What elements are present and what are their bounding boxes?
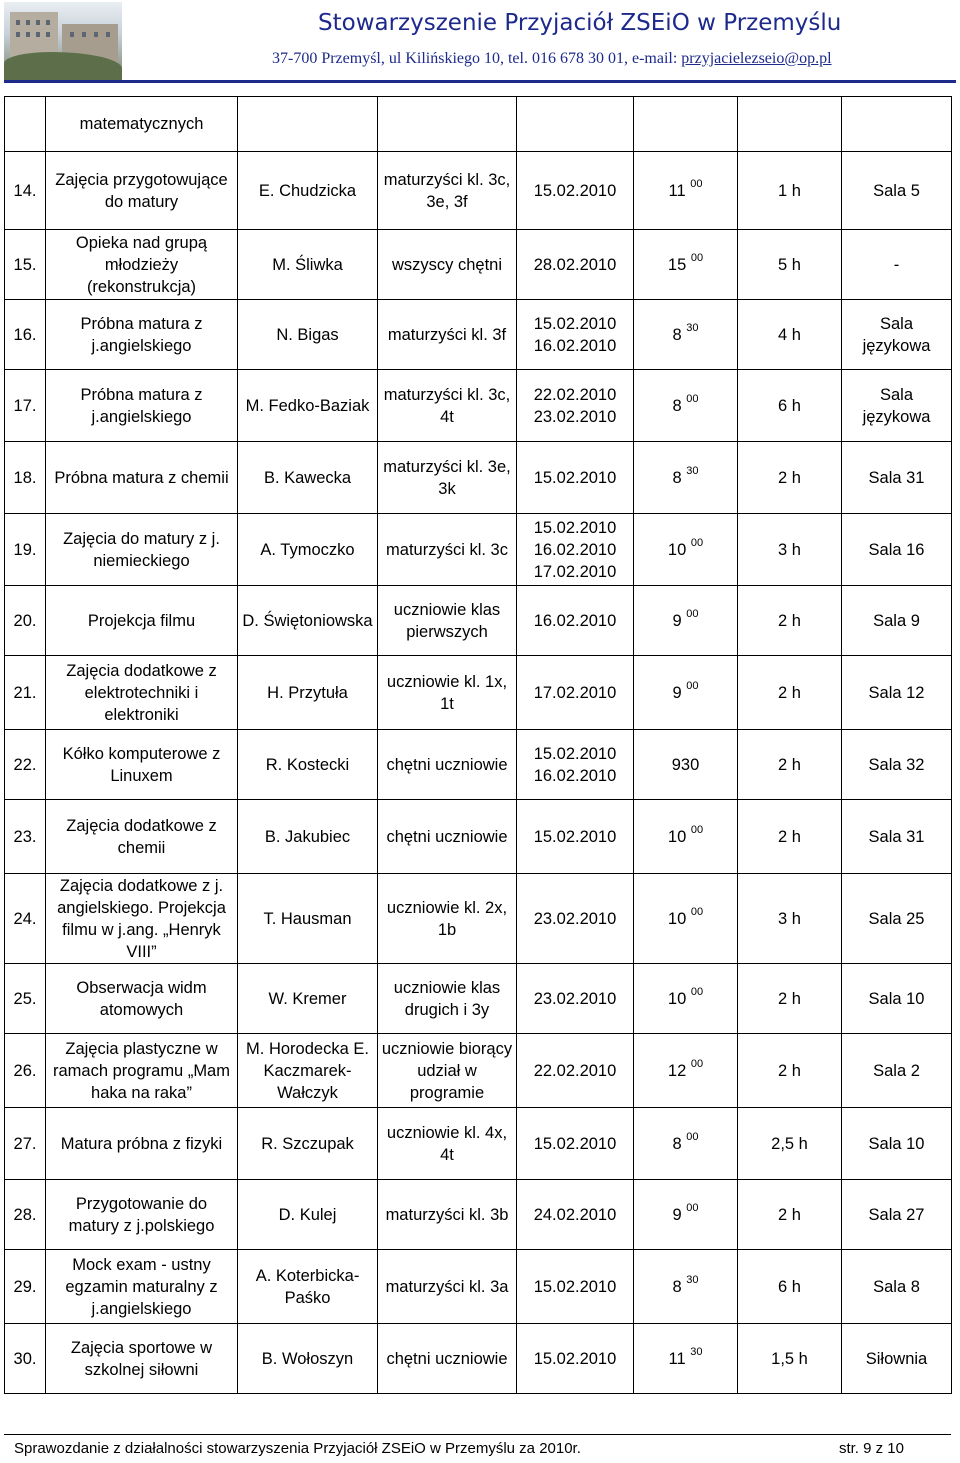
time-cell: 12 $^{00}$ — [634, 1034, 738, 1108]
subject-cell: matematycznych — [46, 97, 238, 152]
hours-cell: 5 h — [738, 230, 842, 300]
teacher-cell: R. Szczupak — [238, 1108, 378, 1180]
room-cell: Sala 16 — [842, 514, 952, 586]
room-cell: Sala 31 — [842, 800, 952, 874]
hours-cell: 6 h — [738, 1250, 842, 1324]
table-row — [5, 1180, 952, 1250]
subject-cell: Zajęcia dodatkowe z chemii — [46, 800, 238, 874]
time-cell: 15 $^{00}$ — [634, 230, 738, 300]
participants-cell: maturzyści kl. 3f — [378, 300, 517, 370]
hours-cell: 2 h — [738, 442, 842, 514]
teacher-cell: R. Kostecki — [238, 730, 378, 800]
subject-cell: Obserwacja widm atomowych — [46, 964, 238, 1034]
room-cell: Sala 2 — [842, 1034, 952, 1108]
date-cell: 22.02.2010 — [517, 1034, 634, 1108]
time-cell: 11 $^{30}$ — [634, 1324, 738, 1394]
hours-cell: 2 h — [738, 656, 842, 730]
hours-cell: 3 h — [738, 874, 842, 964]
address-text: 37-700 Przemyśl, ul Kilińskiego 10, tel. 016 678 30 01, e-mail: — [272, 50, 682, 67]
room-cell: - — [842, 230, 952, 300]
number-cell: 25. — [5, 964, 46, 1034]
subject-cell: Zajęcia plastyczne w ramach programu „Mam haka na raka” — [46, 1034, 238, 1108]
school-building-photo — [4, 2, 122, 80]
page-header — [0, 0, 960, 82]
subject-cell: Próbna matura z j.angielskiego — [46, 300, 238, 370]
time-cell: 930 — [634, 730, 738, 800]
subject-cell: Matura próbna z fizyki — [46, 1108, 238, 1180]
subject-cell: Próbna matura z chemii — [46, 442, 238, 514]
time-cell: 8 $^{30}$ — [634, 1250, 738, 1324]
participants-cell: maturzyści kl. 3a — [378, 1250, 517, 1324]
time-cell: 9 $^{00}$ — [634, 586, 738, 656]
subject-cell: Zajęcia dodatkowe z j. angielskiego. Projekcja filmu w j.ang. „Henryk VIII” — [46, 874, 238, 964]
teacher-cell: W. Kremer — [238, 964, 378, 1034]
number-cell: 14. — [5, 152, 46, 230]
table-row — [5, 1034, 952, 1108]
subject-cell: Zajęcia sportowe w szkolnej siłowni — [46, 1324, 238, 1394]
date-cell: 15.02.2010 — [517, 800, 634, 874]
hours-cell: 2 h — [738, 730, 842, 800]
number-cell: 26. — [5, 1034, 46, 1108]
number-cell: 23. — [5, 800, 46, 874]
participants-cell: chętni uczniowie — [378, 730, 517, 800]
subject-cell: Mock exam - ustny egzamin maturalny z j.angielskiego — [46, 1250, 238, 1324]
date-cell: 15.02.2010 — [517, 1324, 634, 1394]
subject-cell: Kółko komputerowe z Linuxem — [46, 730, 238, 800]
time-cell: 8 $^{00}$ — [634, 370, 738, 442]
table-row — [5, 1108, 952, 1180]
participants-cell: uczniowie klas drugich i 3y — [378, 964, 517, 1034]
room-cell: Sala 10 — [842, 1108, 952, 1180]
time-cell: 10 $^{00}$ — [634, 874, 738, 964]
report-title: Sprawozdanie z działalności stowarzyszenia Przyjaciół ZSEiO w Przemyślu za 2010r. — [14, 1440, 581, 1457]
date-cell: 15.02.2010 — [517, 442, 634, 514]
teacher-cell: H. Przytuła — [238, 656, 378, 730]
time-cell: 11 $^{00}$ — [634, 152, 738, 230]
date-cell: 16.02.2010 — [517, 586, 634, 656]
teacher-cell: E. Chudzicka — [238, 152, 378, 230]
number-cell: 28. — [5, 1180, 46, 1250]
subject-cell: Próbna matura z j.angielskiego — [46, 370, 238, 442]
table-row — [5, 730, 952, 800]
table-row — [5, 97, 952, 152]
hours-cell: 2 h — [738, 800, 842, 874]
participants-cell: maturzyści kl. 3b — [378, 1180, 517, 1250]
participants-cell: uczniowie biorący udział w programie — [378, 1034, 517, 1108]
teacher-cell: T. Hausman — [238, 874, 378, 964]
teacher-cell: B. Jakubiec — [238, 800, 378, 874]
room-cell: Sala 32 — [842, 730, 952, 800]
participants-cell: maturzyści kl. 3c — [378, 514, 517, 586]
number-cell: 20. — [5, 586, 46, 656]
participants-cell: uczniowie klas pierwszych — [378, 586, 517, 656]
hours-cell: 3 h — [738, 514, 842, 586]
teacher-cell: M. Śliwka — [238, 230, 378, 300]
table-row — [5, 230, 952, 300]
participants-cell: maturzyści kl. 3e, 3k — [378, 442, 517, 514]
table-row — [5, 442, 952, 514]
number-cell: 30. — [5, 1324, 46, 1394]
hours-cell: 1 h — [738, 152, 842, 230]
room-cell: Sala 27 — [842, 1180, 952, 1250]
date-cell: 15.02.2010 16.02.2010 17.02.2010 — [517, 514, 634, 586]
organization-name: Stowarzyszenie Przyjaciół ZSEiO w Przemyślu — [318, 10, 842, 36]
hours-cell: 2 h — [738, 1034, 842, 1108]
time-cell: 9 $^{00}$ — [634, 656, 738, 730]
participants-cell: maturzyści kl. 3c, 4t — [378, 370, 517, 442]
teacher-cell: B. Wołoszyn — [238, 1324, 378, 1394]
footer-divider — [4, 1434, 951, 1435]
subject-cell: Opieka nad grupą młodzieży (rekonstrukcja) — [46, 230, 238, 300]
room-cell: Sala 9 — [842, 586, 952, 656]
date-cell: 15.02.2010 16.02.2010 — [517, 730, 634, 800]
number-cell: 24. — [5, 874, 46, 964]
hours-cell: 2 h — [738, 586, 842, 656]
participants-cell: uczniowie kl. 4x, 4t — [378, 1108, 517, 1180]
hours-cell: 2 h — [738, 964, 842, 1034]
table-row — [5, 1250, 952, 1324]
room-cell: Sala 5 — [842, 152, 952, 230]
number-cell: 19. — [5, 514, 46, 586]
date-cell: 28.02.2010 — [517, 230, 634, 300]
hours-cell: 2,5 h — [738, 1108, 842, 1180]
room-cell: Siłownia — [842, 1324, 952, 1394]
table-row — [5, 514, 952, 586]
date-cell: 22.02.2010 23.02.2010 — [517, 370, 634, 442]
table-row — [5, 370, 952, 442]
number-cell: 22. — [5, 730, 46, 800]
room-cell: Sala 8 — [842, 1250, 952, 1324]
time-cell: 9 $^{00}$ — [634, 1180, 738, 1250]
number-cell: 18. — [5, 442, 46, 514]
time-cell: 8 $^{30}$ — [634, 300, 738, 370]
table-row — [5, 874, 952, 964]
subject-cell: Przygotowanie do matury z j.polskiego — [46, 1180, 238, 1250]
teacher-cell: N. Bigas — [238, 300, 378, 370]
room-cell: Sala 31 — [842, 442, 952, 514]
table-row — [5, 300, 952, 370]
number-cell: 16. — [5, 300, 46, 370]
time-cell: 10 $^{00}$ — [634, 800, 738, 874]
hours-cell: 4 h — [738, 300, 842, 370]
page-footer — [14, 1440, 944, 1457]
table-row — [5, 1324, 952, 1394]
participants-cell: chętni uczniowie — [378, 1324, 517, 1394]
room-cell: Sala 12 — [842, 656, 952, 730]
time-cell: 10 $^{00}$ — [634, 514, 738, 586]
participants-cell: uczniowie kl. 1x, 1t — [378, 656, 517, 730]
subject-cell: Projekcja filmu — [46, 586, 238, 656]
schedule-table — [4, 96, 952, 1394]
date-cell: 15.02.2010 — [517, 152, 634, 230]
room-cell: Sala 10 — [842, 964, 952, 1034]
teacher-cell: A. Tymoczko — [238, 514, 378, 586]
email-link[interactable]: przyjacielezseio@op.pl — [681, 50, 832, 67]
table-row — [5, 800, 952, 874]
organization-address — [272, 50, 956, 68]
teacher-cell: D. Świętoniowska — [238, 586, 378, 656]
table-row — [5, 964, 952, 1034]
time-cell: 8 $^{00}$ — [634, 1108, 738, 1180]
teacher-cell: B. Kawecka — [238, 442, 378, 514]
time-cell: 10 $^{00}$ — [634, 964, 738, 1034]
teacher-cell: M. Horodecka E. Kaczmarek-Wałczyk — [238, 1034, 378, 1108]
date-cell: 23.02.2010 — [517, 964, 634, 1034]
teacher-cell: M. Fedko-Baziak — [238, 370, 378, 442]
room-cell: Sala językowa — [842, 300, 952, 370]
hours-cell: 2 h — [738, 1180, 842, 1250]
date-cell: 24.02.2010 — [517, 1180, 634, 1250]
participants-cell: uczniowie kl. 2x, 1b — [378, 874, 517, 964]
date-cell: 23.02.2010 — [517, 874, 634, 964]
page-number: str. 9 z 10 — [838, 1440, 904, 1457]
date-cell: 17.02.2010 — [517, 656, 634, 730]
table-row — [5, 152, 952, 230]
date-cell: 15.02.2010 — [517, 1250, 634, 1324]
number-cell: 27. — [5, 1108, 46, 1180]
teacher-cell: A. Koterbicka-Paśko — [238, 1250, 378, 1324]
subject-cell: Zajęcia przygotowujące do matury — [46, 152, 238, 230]
hours-cell: 1,5 h — [738, 1324, 842, 1394]
participants-cell: chętni uczniowie — [378, 800, 517, 874]
subject-cell: Zajęcia do matury z j. niemieckiego — [46, 514, 238, 586]
date-cell: 15.02.2010 — [517, 1108, 634, 1180]
participants-cell: wszyscy chętni — [378, 230, 517, 300]
teacher-cell: D. Kulej — [238, 1180, 378, 1250]
room-cell: Sala językowa — [842, 370, 952, 442]
subject-cell: Zajęcia dodatkowe z elektrotechniki i elektroniki — [46, 656, 238, 730]
date-cell: 15.02.2010 16.02.2010 — [517, 300, 634, 370]
time-cell: 8 $^{30}$ — [634, 442, 738, 514]
number-cell: 21. — [5, 656, 46, 730]
table-row — [5, 586, 952, 656]
header-divider — [4, 80, 956, 83]
room-cell: Sala 25 — [842, 874, 952, 964]
number-cell: 15. — [5, 230, 46, 300]
table-row — [5, 656, 952, 730]
participants-cell: maturzyści kl. 3c, 3e, 3f — [378, 152, 517, 230]
hours-cell: 6 h — [738, 370, 842, 442]
number-cell: 17. — [5, 370, 46, 442]
number-cell: 29. — [5, 1250, 46, 1324]
